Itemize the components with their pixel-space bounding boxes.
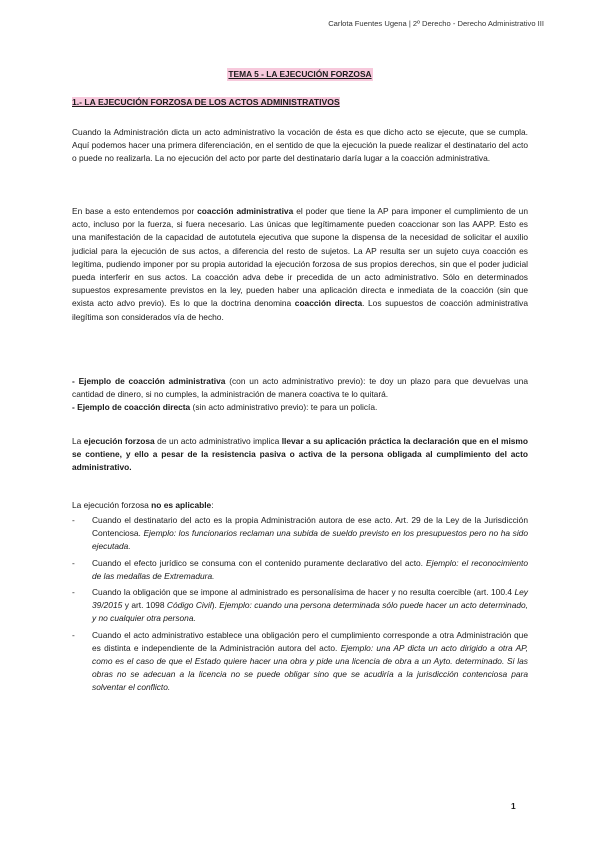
list-item-example: Ejemplo: los funcionarios reclaman una subida de sueldo previsto en los presupuestos pero no ha sido ejecutada. [92, 528, 528, 552]
p2-bold-coaccion: coacción administrativa [197, 206, 294, 216]
example-1-text: (con un acto administrativo previo): te doy un plazo para que devuelvas una cantidad de dinero, si no cumples, la administración de manera coactiva te lo quitará. [72, 376, 528, 400]
list-item-example: Ejemplo: el reconocimiento de las medallas de Extremadura. [92, 557, 528, 581]
list-item-text-c: ). [211, 600, 220, 611]
list-dash: - [72, 557, 75, 568]
paragraph-4 [72, 499, 528, 512]
p2-text-a: En base a esto entendemos por [72, 206, 198, 216]
p2-bold-coaccion-directa: coacción directa [294, 298, 363, 309]
list-item-example: Ejemplo: una AP dicta un acto dirigido a otra AP, como es el caso de que el Estado quiere hacer una obra y pide una licencia de obra a un Ayto. determinado. Si las obras no se adecuan a la licencia no se puede obligar sino que se acudiría a la jurisdicción contenciosa para solventar el conflicto. [92, 642, 528, 693]
page-number: 1 [511, 801, 516, 811]
list-item-text: Cuando el destinatario del acto es la propia Administración autora de ese acto. Art. 29 de la Ley de la Jurisdicción Contenciosa. [92, 515, 528, 539]
page-header: Carlota Fuentes Ugena | 2º Derecho - Derecho Administrativo III [328, 19, 544, 28]
list-item [72, 586, 528, 626]
list-item-text: Cuando la obligación que se impone al administrado es personalísima de hacer y no resulta coercible (art. 100.4 [92, 587, 515, 598]
section-heading-text: 1.- LA EJECUCIÓN FORZOSA DE LOS ACTOS ADMINISTRATIVOS [72, 97, 340, 107]
list-dash: - [72, 515, 75, 525]
paragraph-2 [72, 205, 528, 324]
list-item-law-ref: Ley 39/2015 [92, 587, 528, 611]
example-2-label: - Ejemplo de coacción directa [72, 402, 191, 413]
list-item-code-ref: Código Civil [166, 600, 212, 611]
list-item-text-b: y art. 1098 [122, 600, 167, 611]
list-item [72, 557, 528, 583]
list-item-example: Ejemplo: cuando una persona determinada sólo puede hacer un acto determinado, y no cualquier otra persona. [92, 600, 528, 624]
list-dash: - [72, 587, 75, 598]
title-wrapper [0, 68, 600, 81]
p3-text-c: de un acto administrativo implica [154, 436, 282, 446]
example-2-text: (sin acto administrativo previo): te para un policía. [190, 402, 378, 413]
p4-bold: no es aplicable [151, 500, 212, 510]
paragraph-3 [72, 435, 528, 475]
list-item [72, 514, 528, 554]
section-heading [72, 96, 340, 109]
p3-bold-a: ejecución forzosa [83, 436, 155, 446]
p4-text-a: La ejecución forzosa [72, 500, 152, 510]
page-title: TEMA 5 - LA EJECUCIÓN FORZOSA [227, 68, 372, 81]
examples-block [72, 375, 528, 415]
exceptions-list [72, 514, 528, 695]
p3-bold-d: llevar a su aplicación práctica la declaración que en el mismo se contiene, y ello a pesar de la resistencia pasiva o activa de la persona obligada al cumplimiento del acto administrativo. [72, 436, 528, 473]
example-1-label: - Ejemplo de coacción administrativa [72, 376, 226, 386]
p2-text-e: . Los supuestos de coacción administrativa ilegítima son considerados vía de hecho. [72, 298, 528, 322]
list-dash: - [72, 629, 75, 640]
p4-text-c: : [211, 500, 214, 510]
list-item [72, 629, 528, 695]
list-item-text: Cuando el acto administrativo establece una obligación pero el cumplimiento corresponde a otra Administración que es distinta e independiente de la Administración autora del acto. [92, 629, 528, 653]
list-item-text: Cuando el efecto jurídico se consuma con el contenido puramente declarativo del acto. [92, 557, 427, 568]
p2-text-c: el poder que tiene la AP para imponer el cumplimiento de un acto, incluso por la fuerza, si fuera necesario. Las únicas que legítimamente pueden coaccionar son las AAPP. Esto es una manifestación de la capacidad de autotutela ejecutiva que supone la dispensa de la necesidad de solicitar el auxilio judicial para la ejecución de sus actos, a diferencia del resto de sujetos. La AP resulta ser un sujeto cuya coacción es legítima, pudiendo imponer por su propia autoridad la ejecución forzosa de sus propios derechos, sin que el poder judicial pueda interferir en sus actos. La coacción adva debe ir precedida de un acto administrativo. Sólo en determinados supuestos expresamente previstos en la ley, pueden haber una aplicación directa e inmediata de la coacción (sin que exista acto advo previo). Es lo que la doctrina denomina [72, 206, 528, 309]
paragraph-1: Cuando la Administración dicta un acto administrativo la vocación de ésta es que dicho acto se ejecute, que se cumpla. Aquí podemos hacer una primera diferenciación, en el sentido de que la ejecución la puede realizar el destinatario del acto o puede no realizarla. La no ejecución del acto por parte del destinatario daría lugar a la coacción administrativa. [72, 127, 528, 164]
p3-text-a: La [72, 436, 84, 446]
